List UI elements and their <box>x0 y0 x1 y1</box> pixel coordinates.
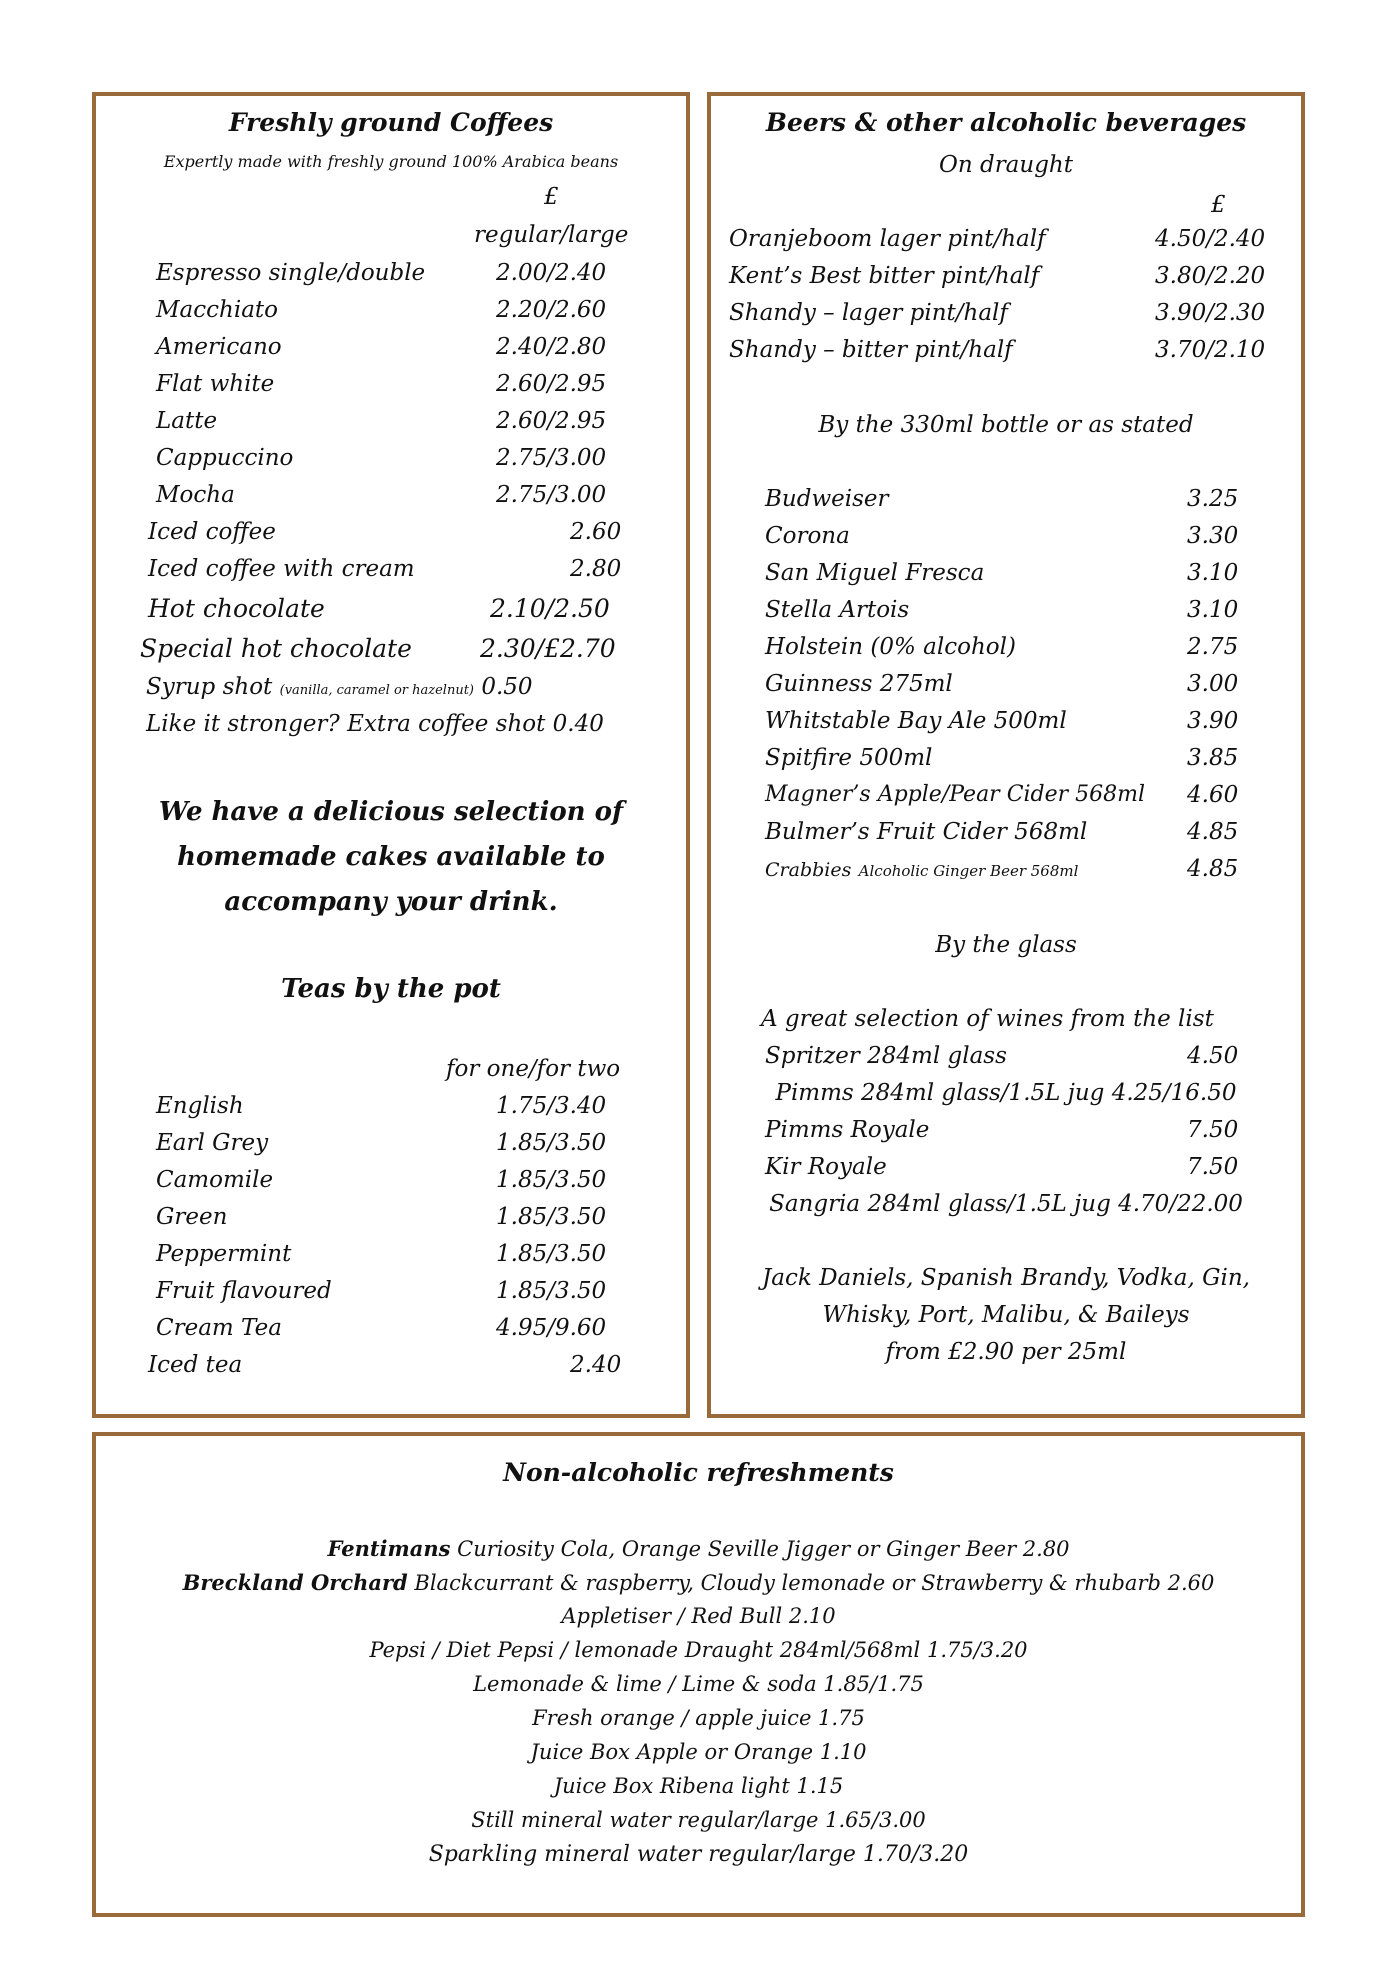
wine-line: A great selection of wines from the list <box>761 1006 1214 1032</box>
bottle-item-name: Corona <box>765 523 850 549</box>
glass-item-price: 7.50 <box>1187 1117 1239 1143</box>
bottle-item-price: 3.85 <box>1187 745 1239 771</box>
coffee-item-price: 2.60/2.95 <box>496 371 607 397</box>
tea-item-name: Iced tea <box>148 1352 243 1378</box>
coffee-item-name: Iced coffee <box>148 519 276 545</box>
fentimans-text: Curiosity Cola, Orange Seville Jigger or Ginger Beer 2.80 <box>450 1537 1070 1561</box>
bottle-item-name: Stella Artois <box>765 597 910 623</box>
draught-item-price: 4.50/2.40 <box>1155 226 1266 252</box>
crabbies-price: 4.85 <box>1187 856 1239 882</box>
crabbies-brand: Crabbies <box>765 859 852 881</box>
tea-item-price: 2.40 <box>570 1352 622 1378</box>
bottle-item-price: 3.25 <box>1187 486 1239 512</box>
coffee-item-price: 2.60/2.95 <box>496 408 607 434</box>
bottle-item-price: 3.30 <box>1187 523 1239 549</box>
soft-line: Appletiser / Red Bull 2.10 <box>561 1604 836 1628</box>
pimms-line: Pimms 284ml glass/1.5L jug 4.25/16.50 <box>775 1080 1237 1106</box>
bottle-item-price: 3.00 <box>1187 671 1239 697</box>
coffee-item-name: Americano <box>156 334 282 360</box>
bottle-item-name: Whitstable Bay Ale 500ml <box>765 708 1067 734</box>
cakes-line-1: We have a delicious selection of <box>158 797 624 827</box>
crabbies-desc: Alcoholic Ginger Beer 568ml <box>858 862 1079 880</box>
bottle-item-name: Guinness 275ml <box>765 671 953 697</box>
syrup-label: Syrup shot <box>146 674 273 700</box>
tea-item-name: Earl Grey <box>156 1130 269 1156</box>
tea-item-price: 1.85/3.50 <box>496 1204 607 1230</box>
coffee-item-price: 2.00/2.40 <box>496 260 607 286</box>
syrup-shot-row <box>146 674 533 700</box>
bottle-item-price: 3.90 <box>1187 708 1239 734</box>
beers-panel <box>707 92 1305 1418</box>
bottle-item-name: San Miguel Fresca <box>765 560 985 586</box>
beers-currency: £ <box>1211 192 1226 218</box>
draught-item-price: 3.90/2.30 <box>1155 300 1266 326</box>
soft-line: Still mineral water regular/large 1.65/3.00 <box>471 1808 926 1832</box>
glass-item-price: 4.50 <box>1187 1043 1239 1069</box>
bottle-item-price: 3.10 <box>1187 597 1239 623</box>
bottle-item-name: Bulmer’s Fruit Cider 568ml <box>765 819 1088 845</box>
coffee-title: Freshly ground Coffees <box>228 108 554 137</box>
fentimans-line <box>96 1536 1301 1561</box>
soft-line: Juice Box Apple or Orange 1.10 <box>530 1740 867 1764</box>
glass-item-name: Pimms Royale <box>765 1117 930 1143</box>
non-alcoholic-panel <box>92 1432 1305 1917</box>
draught-item-price: 3.70/2.10 <box>1155 337 1266 363</box>
cakes-line-3: accompany your drink. <box>224 887 558 917</box>
coffee-item-name: Latte <box>156 408 218 434</box>
draught-item-name: Kent’s Best bitter pint/half <box>729 263 1040 289</box>
coffee-item-name: Flat white <box>156 371 275 397</box>
tea-item-name: Green <box>156 1204 228 1230</box>
coffee-item-name: Hot chocolate <box>148 594 325 623</box>
soft-line: Pepsi / Diet Pepsi / lemonade Draught 284ml/568ml 1.75/3.20 <box>369 1638 1028 1662</box>
soft-title: Non-alcoholic refreshments <box>503 1458 894 1487</box>
tea-item-price: 1.75/3.40 <box>496 1093 607 1119</box>
bottle-header: By the 330ml bottle or as stated <box>818 412 1194 438</box>
teas-title: Teas by the pot <box>281 974 501 1004</box>
coffee-item-price: 2.75/3.00 <box>496 445 607 471</box>
tea-item-name: Peppermint <box>156 1241 292 1267</box>
bottle-item-name: Budweiser <box>765 486 889 512</box>
coffee-item-price: 2.60 <box>570 519 622 545</box>
tea-item-name: English <box>156 1093 244 1119</box>
sangria-line: Sangria 284ml glass/1.5L jug 4.70/22.00 <box>769 1191 1243 1217</box>
bottle-item-price: 2.75 <box>1187 634 1239 660</box>
coffee-item-name: Iced coffee with cream <box>148 556 415 582</box>
breckland-brand: Breckland Orchard <box>182 1570 408 1595</box>
soft-line: Fresh orange / apple juice 1.75 <box>532 1706 865 1730</box>
soft-line: Juice Box Ribena light 1.15 <box>553 1774 844 1798</box>
tea-item-price: 1.85/3.50 <box>496 1241 607 1267</box>
draught-item-name: Shandy – bitter pint/half <box>729 337 1013 363</box>
tea-item-price: 1.85/3.50 <box>496 1278 607 1304</box>
tea-item-name: Camomile <box>156 1167 274 1193</box>
crabbies-row <box>765 856 1078 882</box>
coffee-item-price: 2.20/2.60 <box>496 297 607 323</box>
bottle-item-price: 4.85 <box>1187 819 1239 845</box>
coffee-item-price: 2.80 <box>570 556 622 582</box>
bottle-item-name: Holstein (0% alcohol) <box>765 634 1016 660</box>
coffee-item-price: 2.40/2.80 <box>496 334 607 360</box>
coffee-item-name: Espresso single/double <box>156 260 426 286</box>
syrup-note: (vanilla, caramel or hazelnut) <box>279 683 474 698</box>
fentimans-brand: Fentimans <box>327 1536 451 1561</box>
breckland-line <box>96 1570 1301 1595</box>
coffee-subtitle: Expertly made with freshly ground 100% Arabica beans <box>163 152 619 171</box>
tea-item-price: 1.85/3.50 <box>496 1167 607 1193</box>
soft-line: Sparkling mineral water regular/large 1.70/3.20 <box>428 1842 969 1867</box>
coffee-item-price: 2.10/2.50 <box>490 594 610 623</box>
coffee-item-name: Macchiato <box>156 297 278 323</box>
beers-title: Beers & other alcoholic beverages <box>765 108 1247 137</box>
bottle-item-price: 4.60 <box>1187 782 1239 808</box>
draught-header: On draught <box>938 152 1073 178</box>
cakes-line-2: homemade cakes available to <box>177 842 605 872</box>
coffee-item-price: 2.75/3.00 <box>496 482 607 508</box>
tea-item-price: 4.95/9.60 <box>496 1315 607 1341</box>
bottle-item-name: Magner’s Apple/Pear Cider 568ml <box>765 782 1146 807</box>
spirits-line-3: from £2.90 per 25ml <box>885 1339 1127 1365</box>
coffee-item-price: 2.30/£2.70 <box>480 634 616 663</box>
coffee-panel <box>92 92 690 1418</box>
breckland-text: Blackcurrant & raspberry, Cloudy lemonade or Strawberry & rhubarb 2.60 <box>407 1571 1215 1595</box>
draught-item-name: Shandy – lager pint/half <box>729 300 1008 326</box>
draught-item-price: 3.80/2.20 <box>1155 263 1266 289</box>
bottle-item-name: Spitfire 500ml <box>765 745 933 771</box>
coffee-item-name: Special hot chocolate <box>140 634 412 663</box>
tea-item-price: 1.85/3.50 <box>496 1130 607 1156</box>
spirits-line-1: Jack Daniels, Spanish Brandy, Vodka, Gin, <box>762 1265 1250 1291</box>
spirits-line-2: Whisky, Port, Malibu, & Baileys <box>822 1302 1190 1328</box>
syrup-price: 0.50 <box>481 674 533 700</box>
coffee-item-name: Cappuccino <box>156 445 294 471</box>
bottle-item-price: 3.10 <box>1187 560 1239 586</box>
tea-item-name: Cream Tea <box>156 1315 282 1341</box>
soft-line: Lemonade & lime / Lime & soda 1.85/1.75 <box>473 1672 924 1696</box>
glass-item-name: Spritzer 284ml glass <box>765 1043 1007 1069</box>
glass-header: By the glass <box>935 932 1077 958</box>
extra-shot-line: Like it stronger? Extra coffee shot 0.40 <box>146 711 604 737</box>
draught-item-name: Oranjeboom lager pint/half <box>729 226 1046 252</box>
glass-item-name: Kir Royale <box>765 1154 887 1180</box>
teas-size-header: for one/for two <box>446 1056 621 1082</box>
coffee-size-header: regular/large <box>474 222 629 248</box>
coffee-currency: £ <box>544 184 559 210</box>
glass-item-price: 7.50 <box>1187 1154 1239 1180</box>
coffee-item-name: Mocha <box>156 482 235 508</box>
tea-item-name: Fruit flavoured <box>156 1278 332 1304</box>
